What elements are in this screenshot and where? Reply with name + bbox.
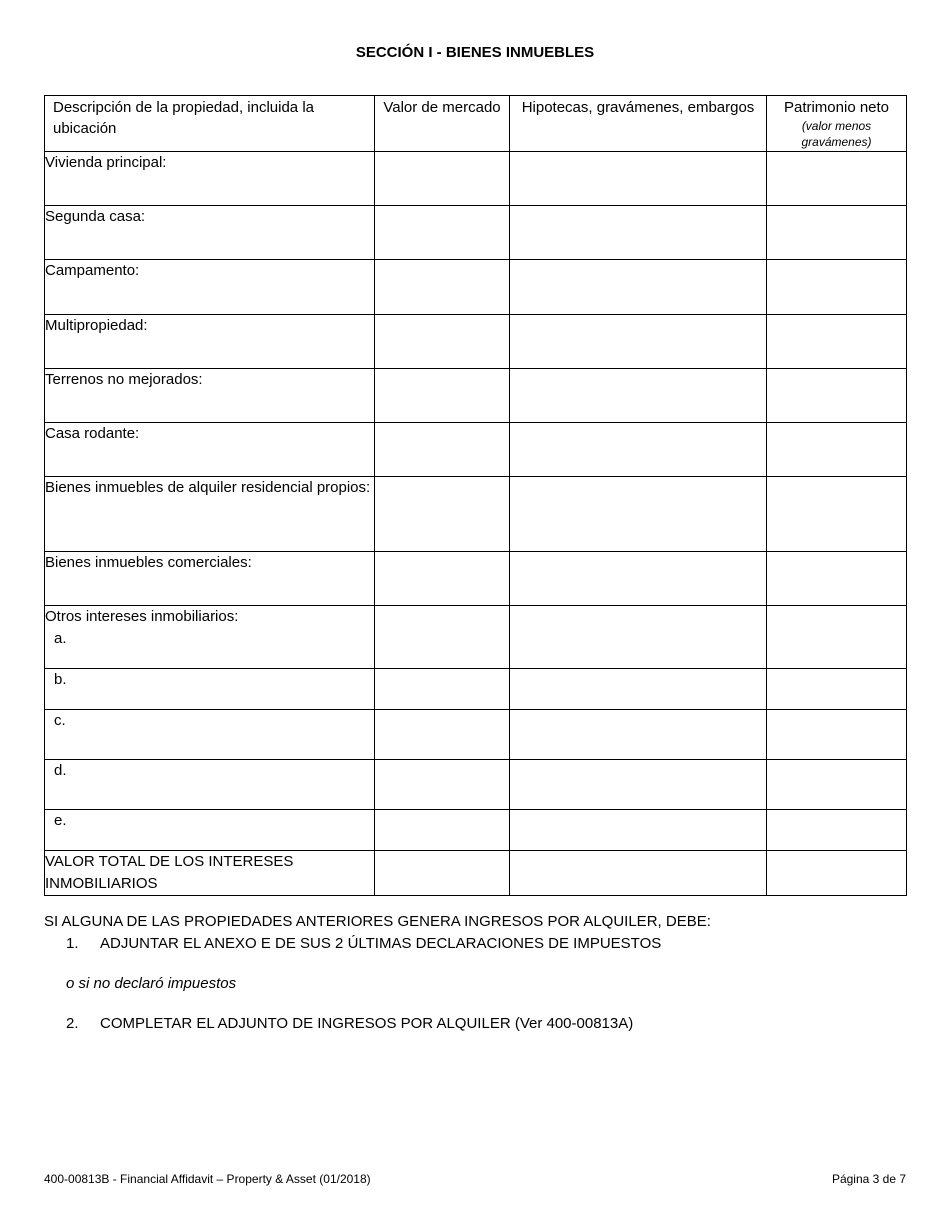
table-row [45, 206, 907, 260]
row-label-b [45, 669, 375, 710]
liens-cell[interactable] [510, 315, 767, 369]
net-worth-cell[interactable] [767, 760, 907, 810]
row-label-mobile-home: Casa rodante: [45, 423, 375, 477]
table-header-row [45, 96, 907, 152]
market-value-cell[interactable] [375, 606, 510, 669]
net-worth-cell[interactable] [767, 260, 907, 315]
other-interests-label: Otros intereses inmobiliarios: [45, 608, 239, 625]
row-label-residential-rental: Bienes inmuebles de alquiler residencial propios: [45, 477, 375, 552]
page-footer [44, 1172, 906, 1186]
table-row [45, 552, 907, 606]
real-estate-table [44, 95, 907, 896]
table-row [45, 760, 907, 810]
liens-cell[interactable] [510, 152, 767, 206]
row-label-second-home: Segunda casa: [45, 206, 375, 260]
form-identifier: 400-00813B - Financial Affidavit – Property & Asset (01/2018) [44, 1172, 371, 1186]
instruction-item-2 [44, 1013, 904, 1035]
table-row [45, 710, 907, 760]
instruction-item-1-number: 1. [66, 935, 79, 952]
total-liens-cell[interactable] [510, 851, 767, 896]
row-label-d [45, 760, 375, 810]
liens-cell[interactable] [510, 260, 767, 315]
header-liens-label: Hipotecas, gravámenes, embargos [521, 99, 755, 116]
row-label-other-interests [45, 606, 375, 669]
header-market-value-label: Valor de mercado [383, 99, 501, 116]
rental-income-instructions [44, 911, 904, 1035]
table-row [45, 477, 907, 552]
market-value-cell[interactable] [375, 760, 510, 810]
header-net-worth-label: Patrimonio neto [783, 99, 890, 116]
net-worth-cell[interactable] [767, 477, 907, 552]
table-row [45, 369, 907, 423]
table-total-row [45, 851, 907, 896]
row-label-e [45, 810, 375, 851]
sub-item-b-label: b. [54, 671, 67, 688]
net-worth-cell[interactable] [767, 669, 907, 710]
header-net-worth-note: (valor menos gravámenes) [801, 119, 872, 149]
header-liens [510, 96, 767, 152]
row-label-c [45, 710, 375, 760]
table-row [45, 669, 907, 710]
instructions-intro: SI ALGUNA DE LAS PROPIEDADES ANTERIORES GENERA INGRESOS POR ALQUILER, DEBE: [44, 913, 711, 930]
liens-cell[interactable] [510, 669, 767, 710]
market-value-cell[interactable] [375, 810, 510, 851]
liens-cell[interactable] [510, 477, 767, 552]
row-label-unimproved-land: Terrenos no mejorados: [45, 369, 375, 423]
liens-cell[interactable] [510, 369, 767, 423]
liens-cell[interactable] [510, 206, 767, 260]
header-market-value [375, 96, 510, 152]
liens-cell[interactable] [510, 423, 767, 477]
net-worth-cell[interactable] [767, 152, 907, 206]
row-label-camp: Campamento: [45, 260, 375, 315]
header-description: Descripción de la propiedad, incluida la ubicación [45, 96, 375, 152]
row-label-timeshare: Multipropiedad: [45, 315, 375, 369]
table-row [45, 810, 907, 851]
instruction-item-2-number: 2. [66, 1015, 79, 1032]
liens-cell[interactable] [510, 710, 767, 760]
liens-cell[interactable] [510, 606, 767, 669]
instruction-item-1-text: ADJUNTAR EL ANEXO E DE SUS 2 ÚLTIMAS DECLARACIONES DE IMPUESTOS [100, 935, 662, 952]
net-worth-cell[interactable] [767, 710, 907, 760]
sub-item-d-label: d. [54, 762, 67, 779]
row-label-total: VALOR TOTAL DE LOS INTERESES INMOBILIARIOS [45, 851, 375, 896]
sub-item-e-label: e. [54, 812, 67, 829]
market-value-cell[interactable] [375, 260, 510, 315]
market-value-cell[interactable] [375, 315, 510, 369]
table-row [45, 152, 907, 206]
net-worth-cell[interactable] [767, 606, 907, 669]
market-value-cell[interactable] [375, 669, 510, 710]
market-value-cell[interactable] [375, 369, 510, 423]
net-worth-cell[interactable] [767, 369, 907, 423]
row-label-primary-home: Vivienda principal: [45, 152, 375, 206]
net-worth-cell[interactable] [767, 206, 907, 260]
market-value-cell[interactable] [375, 710, 510, 760]
market-value-cell[interactable] [375, 477, 510, 552]
section-title: SECCIÓN I - BIENES INMUEBLES [355, 44, 595, 61]
total-market-value-cell[interactable] [375, 851, 510, 896]
liens-cell[interactable] [510, 810, 767, 851]
instruction-item-1 [44, 933, 904, 955]
market-value-cell[interactable] [375, 152, 510, 206]
table-row [45, 423, 907, 477]
market-value-cell[interactable] [375, 552, 510, 606]
header-net-worth [767, 96, 907, 152]
row-label-commercial: Bienes inmuebles comerciales: [45, 552, 375, 606]
net-worth-cell[interactable] [767, 810, 907, 851]
table-row [45, 606, 907, 669]
net-worth-cell[interactable] [767, 423, 907, 477]
liens-cell[interactable] [510, 760, 767, 810]
table-row [45, 260, 907, 315]
page-number: Página 3 de 7 [831, 1172, 906, 1186]
total-net-worth-cell[interactable] [767, 851, 907, 896]
market-value-cell[interactable] [375, 206, 510, 260]
net-worth-cell[interactable] [767, 315, 907, 369]
liens-cell[interactable] [510, 552, 767, 606]
sub-item-c-label: c. [54, 712, 66, 729]
sub-item-a-label: a. [54, 630, 67, 647]
instruction-alternative: o si no declaró impuestos [66, 975, 237, 992]
table-row [45, 315, 907, 369]
net-worth-cell[interactable] [767, 552, 907, 606]
market-value-cell[interactable] [375, 423, 510, 477]
instruction-item-2-text: COMPLETAR EL ADJUNTO DE INGRESOS POR ALQUILER (Ver 400-00813A) [100, 1015, 634, 1032]
